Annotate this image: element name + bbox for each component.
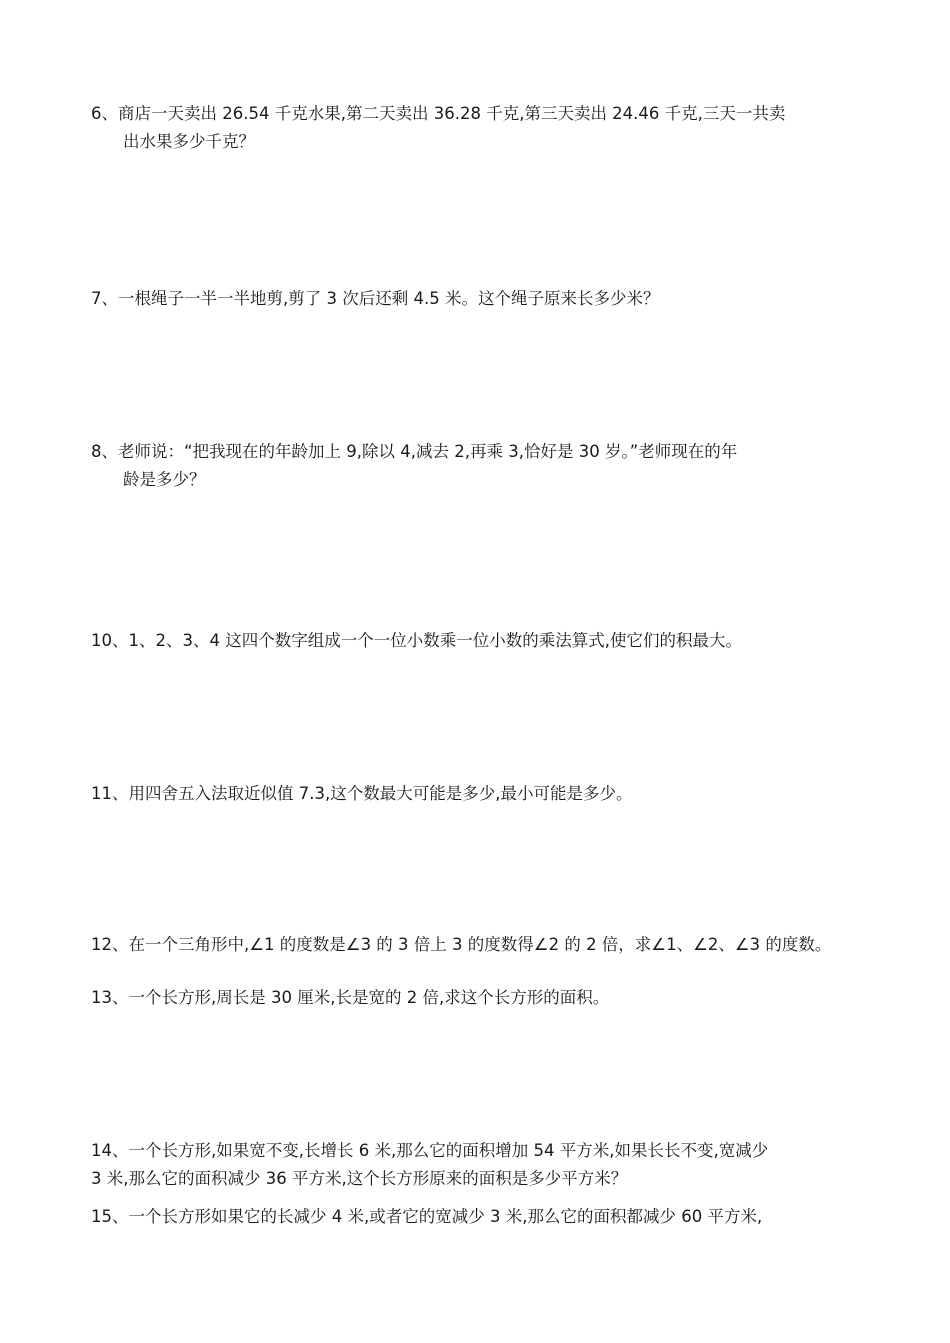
question-line: 7、一根绳子一半一半地剪,剪了 3 次后还剩 4.5 米。这个绳子原来长多少米？	[91, 289, 660, 308]
question-12	[91, 931, 871, 959]
question-8	[91, 438, 871, 494]
question-line: 14、一个长方形,如果宽不变,长增长 6 米,那么它的面积增加 54 平方米,如果长长不变,宽减少	[91, 1141, 769, 1160]
question-7	[91, 285, 871, 313]
question-line: 8、老师说：“把我现在的年龄加上 9,除以 4,减去 2,再乘 3,恰好是 30 岁。”老师现在的年	[91, 442, 738, 461]
question-line: 10、1、2、3、4 这四个数字组成一个一位小数乘一位小数的乘法算式,使它们的积最大。	[91, 631, 742, 650]
question-line: 龄是多少？	[123, 470, 206, 489]
question-line: 6、商店一天卖出 26.54 千克水果,第二天卖出 36.28 千克,第三天卖出 24.46 千克,三天一共卖	[91, 104, 786, 123]
question-11	[91, 780, 871, 808]
question-6	[91, 100, 871, 156]
question-13	[91, 984, 871, 1012]
question-line: 3 米,那么它的面积减少 36 平方米,这个长方形原来的面积是多少平方米？	[91, 1169, 628, 1188]
question-line: 12、在一个三角形中,∠1 的度数是∠3 的 3 倍上 3 的度数得∠2 的 2 倍，求∠1、∠2、∠3 的度数。	[91, 935, 832, 954]
question-15	[91, 1203, 871, 1231]
question-line: 11、用四舍五入法取近似值 7.3,这个数最大可能是多少,最小可能是多少。	[91, 784, 633, 803]
question-10	[91, 627, 871, 655]
question-line: 13、一个长方形,周长是 30 厘米,长是宽的 2 倍,求这个长方形的面积。	[91, 988, 610, 1007]
question-line: 15、一个长方形如果它的长减少 4 米,或者它的宽减少 3 米,那么它的面积都减少 60 平方米,	[91, 1207, 763, 1226]
question-line: 出水果多少千克？	[123, 132, 255, 151]
question-14	[91, 1137, 871, 1193]
